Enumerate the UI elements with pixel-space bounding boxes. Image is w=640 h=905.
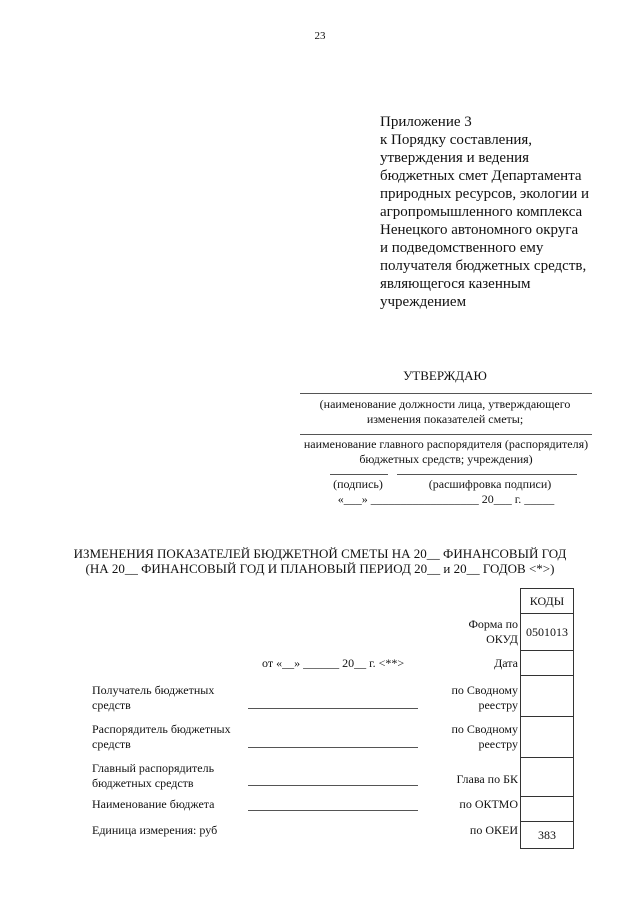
distributor-input-line[interactable] xyxy=(248,747,418,748)
distributor-line xyxy=(300,434,592,435)
distributor-label: Распорядитель бюджетных средств xyxy=(92,722,231,751)
page-number: 23 xyxy=(314,30,326,42)
appendix-line: природных ресурсов, экологии и xyxy=(380,186,590,202)
oktmo-label: по ОКТМО xyxy=(459,797,518,811)
appendix-line: и подведомственного ему xyxy=(380,240,544,256)
date-code-cell[interactable] xyxy=(521,651,574,676)
approval-title: УТВЕРЖДАЮ xyxy=(403,368,487,383)
document-title: ИЗМЕНЕНИЯ ПОКАЗАТЕЛЕЙ БЮДЖЕТНОЙ СМЕТЫ НА 20__ ФИНАНСОВЫЙ ГОД (НА 20__ ФИНАНСОВЫЙ ГОД И ПЛАНОВЫЙ ПЕРИОД 20__ и 20__ ГОДОВ <*>) xyxy=(73,546,567,576)
okud-code-cell[interactable]: 0501013 xyxy=(521,614,574,651)
appendix-heading xyxy=(380,113,630,311)
svod-registry-label-2: по Сводному реестру xyxy=(451,722,518,751)
okei-label: по ОКЕИ xyxy=(469,823,518,837)
signature-caption: (подпись) xyxy=(333,477,383,491)
appendix-line: получателя бюджетных средств, xyxy=(380,258,587,274)
svod-registry-label-1: по Сводному реестру xyxy=(451,683,518,712)
form-label: Форма по ОКУД xyxy=(468,617,518,646)
appendix-line: являющегося казенным xyxy=(380,276,531,292)
position-line xyxy=(300,393,592,394)
date-label: Дата xyxy=(494,656,518,670)
glava-bk-code-cell[interactable] xyxy=(521,758,574,797)
svod-registry-code-cell-1[interactable] xyxy=(521,676,574,717)
recipient-label: Получатель бюджетных средств xyxy=(92,683,215,712)
appendix-line: утверждения и ведения xyxy=(380,150,530,166)
codes-table xyxy=(520,588,574,849)
approval-date: «___» __________________ 20___ г. _____ xyxy=(337,492,555,506)
main-distributor-input-line[interactable] xyxy=(248,785,418,786)
decoding-line xyxy=(397,474,577,475)
budget-name-input-line[interactable] xyxy=(248,810,418,811)
decoding-caption: (расшифровка подписи) xyxy=(428,477,552,491)
appendix-line: Приложение 3 xyxy=(380,114,472,130)
recipient-input-line[interactable] xyxy=(248,708,418,709)
svod-registry-code-cell-2[interactable] xyxy=(521,717,574,758)
unit-label: Единица измерения: руб xyxy=(92,823,218,837)
appendix-line: к Порядку составления, xyxy=(380,132,533,148)
appendix-line: агропромышленного комплекса xyxy=(380,204,583,220)
distributor-caption: наименование главного распорядителя (распорядителя) бюджетных средств; учреждения) xyxy=(303,437,589,466)
appendix-line: учреждением xyxy=(380,294,467,310)
appendix-line: бюджетных смет Департамента xyxy=(380,168,582,184)
glava-bk-label: Глава по БК xyxy=(456,772,518,786)
oktmo-code-cell[interactable] xyxy=(521,797,574,822)
budget-name-label: Наименование бюджета xyxy=(92,797,215,811)
codes-header: КОДЫ xyxy=(521,589,574,614)
date-from: от «__» ______ 20__ г. <**> xyxy=(262,656,405,670)
signature-line xyxy=(330,474,388,475)
okei-code-cell[interactable]: 383 xyxy=(521,822,574,849)
main-distributor-label: Главный распорядитель бюджетных средств xyxy=(92,761,215,790)
appendix-line: Ненецкого автономного округа xyxy=(380,222,579,238)
position-caption: (наименование должности лица, утверждающего изменения показателей сметы; xyxy=(319,397,571,426)
